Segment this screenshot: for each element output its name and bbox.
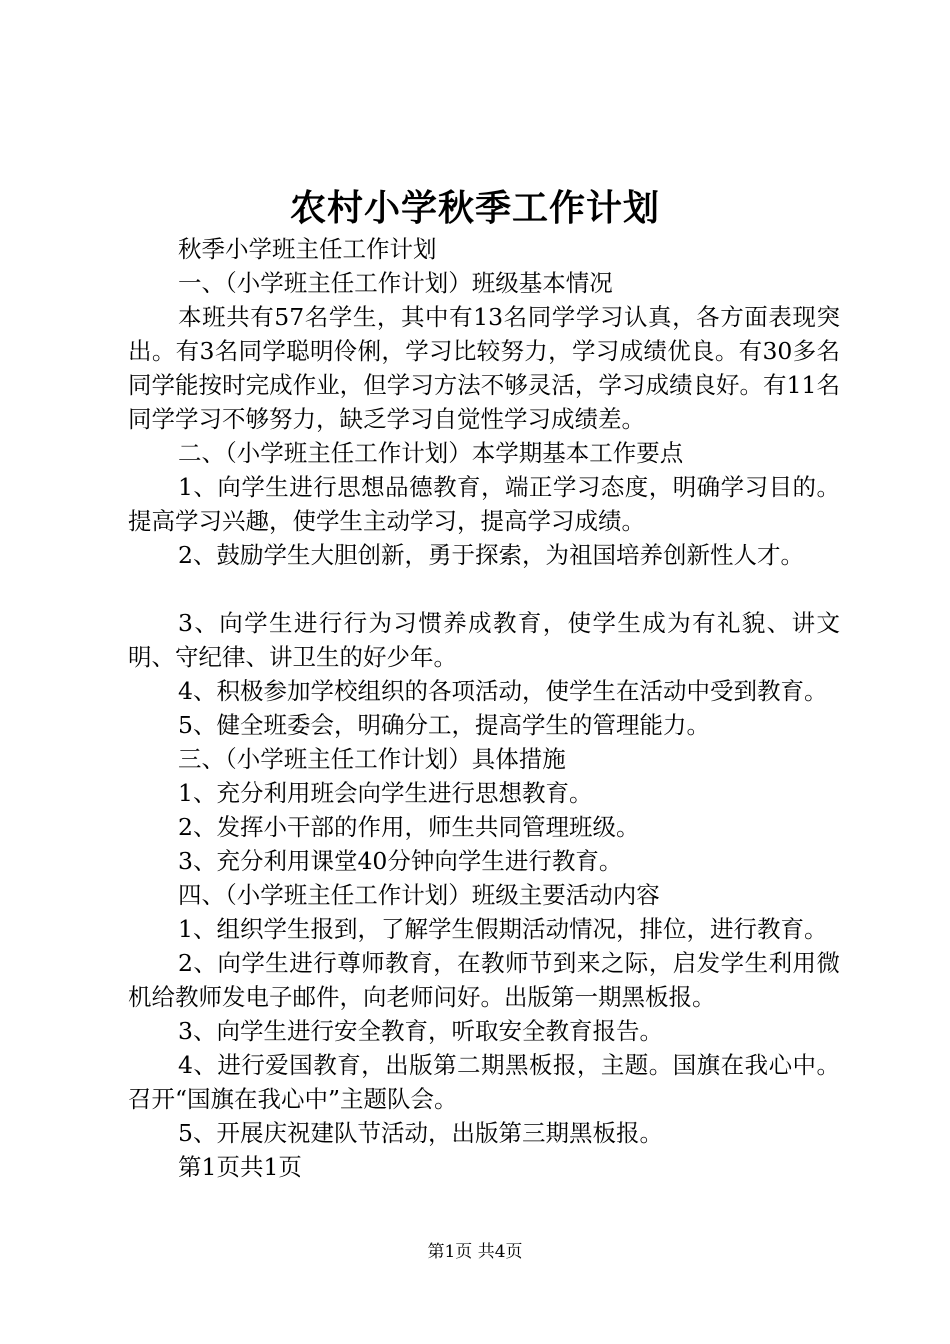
list-item: 3、向学生进行安全教育，听取安全教育报告。	[178, 1017, 663, 1045]
inline-page-count: 第1页共1页	[178, 1153, 302, 1181]
list-item: 2、发挥小干部的作用，师生共同管理班级。	[178, 813, 640, 841]
page-footer: 第1页 共4页	[427, 1242, 523, 1262]
section-heading-1: 一、（小学班主任工作计划）班级基本情况	[178, 269, 613, 297]
page-title: 农村小学秋季工作计划	[289, 187, 660, 229]
list-item: 1、组织学生报到，了解学生假期活动情况，排位，进行教育。	[178, 915, 828, 943]
list-item: 4、积极参加学校组织的各项活动，使学生在活动中受到教育。	[178, 677, 828, 705]
list-item: 4、进行爱国教育，出版第二期黑板报，主题。国旗在我心中。召开“国旗在我心中”主题队会。	[128, 1051, 840, 1113]
paragraph-subtitle: 秋季小学班主任工作计划	[178, 235, 437, 263]
section-heading-3: 三、（小学班主任工作计划）具体措施	[178, 745, 566, 773]
paragraph-class-situation: 本班共有57名学生，其中有13名同学学习认真，各方面表现突出。有3名同学聪明伶俐，学习比较努力，学习成绩优良。有30多名同学能按时完成作业，但学习方法不够灵活，学习成绩良好。有11名同学学习不够努力，缺乏学习自觉性学习成绩差。	[128, 303, 840, 433]
list-item: 3、充分利用课堂40分钟向学生进行教育。	[178, 847, 623, 875]
document-body	[128, 232, 840, 1184]
list-item: 5、健全班委会，明确分工，提高学生的管理能力。	[178, 711, 710, 739]
section-heading-2: 二、（小学班主任工作计划）本学期基本工作要点	[178, 439, 684, 467]
list-item: 5、开展庆祝建队节活动，出版第三期黑板报。	[178, 1119, 663, 1147]
section-heading-4: 四、（小学班主任工作计划）班级主要活动内容	[178, 881, 660, 909]
list-item: 1、向学生进行思想品德教育，端正学习态度，明确学习目的。提高学习兴趣，使学生主动学习，提高学习成绩。	[128, 473, 840, 535]
list-item: 1、充分利用班会向学生进行思想教育。	[178, 779, 593, 807]
list-item: 2、鼓励学生大胆创新，勇于探索，为祖国培养创新性人才。	[178, 541, 804, 569]
list-item: 2、向学生进行尊师教育，在教师节到来之际，启发学生利用微机给教师发电子邮件，向老师问好。出版第一期黑板报。	[128, 949, 840, 1011]
list-item: 3、向学生进行行为习惯养成教育，使学生成为有礼貌、讲文明、守纪律、讲卫生的好少年。	[128, 609, 840, 671]
